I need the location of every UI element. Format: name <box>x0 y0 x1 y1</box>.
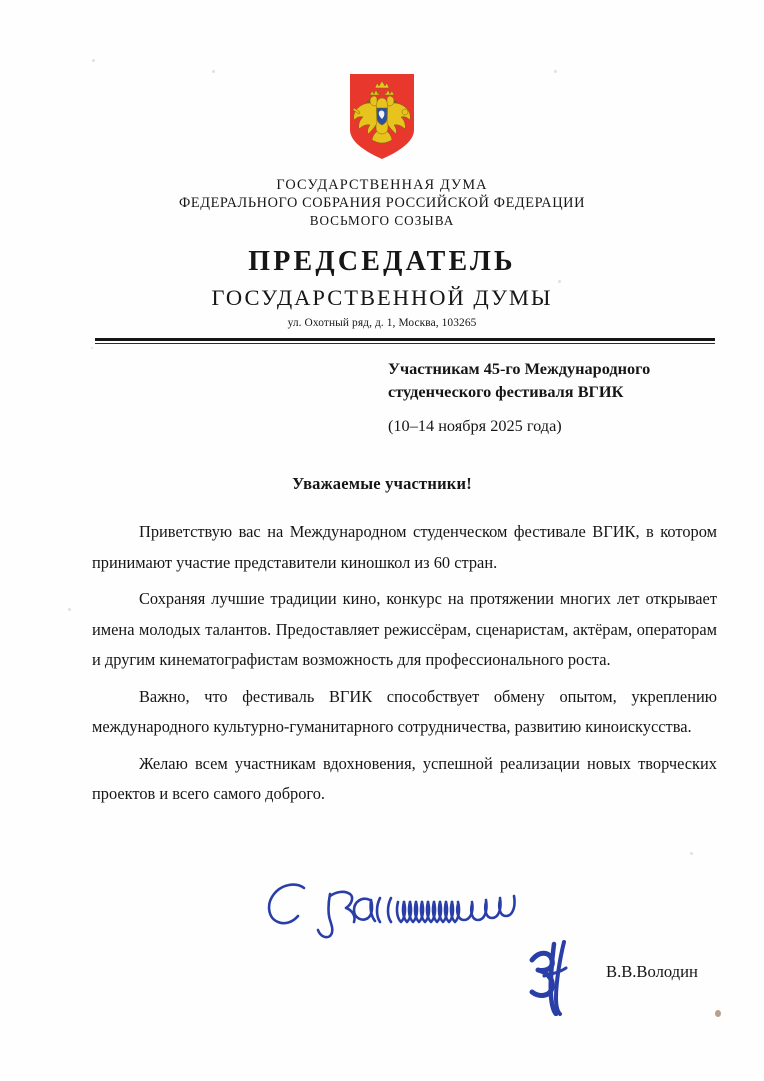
scan-artifact-speck <box>715 1010 721 1017</box>
letter-body <box>92 517 717 810</box>
letterhead-organization <box>0 176 764 229</box>
scan-artifact-dot <box>558 280 561 283</box>
handwritten-closing <box>258 878 598 940</box>
emblem-container <box>0 72 764 165</box>
scan-artifact-dot <box>68 608 71 611</box>
divider-thin-line <box>95 343 715 344</box>
body-paragraph: Сохраняя лучшие традиции кино, конкурс на протяжении многих лет открывает имена молодых талантов. Предоставляет режиссёрам, сценаристам, актёрам, операторам и другим кинематографистам возможность для профессионального роста. <box>92 589 717 670</box>
addressee-date: (10–14 ноября 2025 года) <box>388 416 562 435</box>
scan-artifact-dot <box>212 70 215 73</box>
letterhead-divider <box>95 338 715 344</box>
scan-artifact-dot <box>690 852 693 855</box>
title-chairman: ПРЕДСЕДАТЕЛЬ <box>248 246 516 277</box>
letterhead-line-2: ФЕДЕРАЛЬНОГО СОБРАНИЯ РОССИЙСКОЙ ФЕДЕРАЦИИ <box>178 195 586 212</box>
scan-artifact-dot <box>91 347 93 349</box>
letterhead-line-3: ВОСЬМОГО СОЗЫВА <box>309 212 455 228</box>
letterhead-line-1: ГОСУДАРСТВЕННАЯ ДУМА <box>276 177 488 193</box>
letterhead-address: ул. Охотный ряд, д. 1, Москва, 103265 <box>287 317 477 329</box>
addressee-block <box>388 357 718 403</box>
body-paragraph: Желаю всем участникам вдохновения, успешной реализации новых творческих проектов и всего самого доброго. <box>92 753 717 804</box>
signature-mark <box>520 938 590 1016</box>
scan-artifact-dot <box>554 70 557 73</box>
addressee-line-2: студенческого фестиваля ВГИК <box>388 382 624 402</box>
letterhead-title <box>0 247 764 314</box>
signatory-name: В.В.Володин <box>606 962 698 981</box>
coat-of-arms-of-russia-icon <box>348 72 416 160</box>
salutation: Уважаемые участники! <box>292 474 472 493</box>
title-state-duma: ГОСУДАРСТВЕННОЙ ДУМЫ <box>211 285 553 311</box>
scan-artifact-dot <box>92 59 95 62</box>
body-paragraph: Важно, что фестиваль ВГИК способствует обмену опытом, укреплению международного культурно-гуманитарного сотрудничества, развитию киноискусства. <box>92 686 717 737</box>
body-paragraph: Приветствую вас на Международном студенческом фестивале ВГИК, в котором принимают участие представители киношкол из 60 стран. <box>92 522 717 572</box>
addressee-line-1: Участникам 45-го Международного <box>388 359 651 378</box>
